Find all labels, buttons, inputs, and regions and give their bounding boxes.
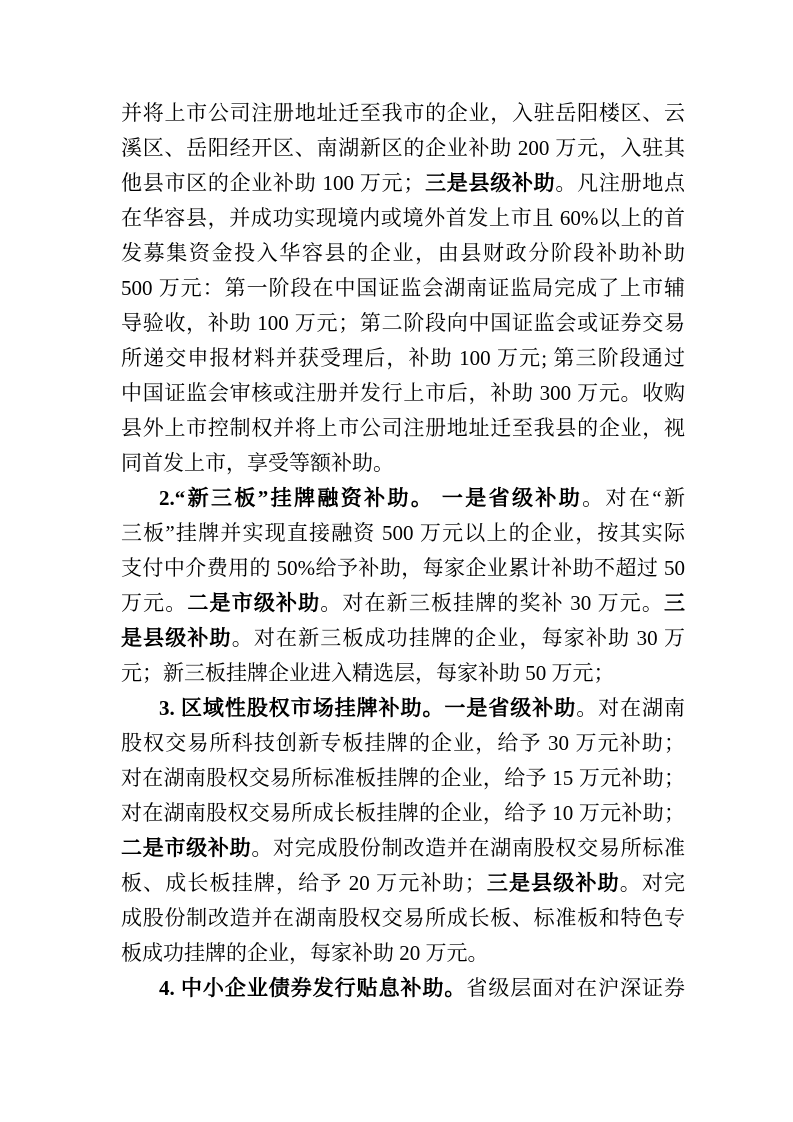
text-line: [121, 761, 685, 796]
text-line: [121, 866, 685, 901]
text-segment: 。对在新三板成功挂牌的企业，每家补助 30 万: [231, 626, 685, 650]
text-line: [121, 271, 685, 306]
text-segment: 。对完成股份制改造并在湖南股权交易所标准: [251, 836, 685, 860]
text-line: [121, 901, 685, 936]
text-segment: 省级层面对在沪深证券: [466, 976, 685, 1000]
text-segment: 板成功挂牌的企业，每家补助 20 万元。: [121, 941, 489, 965]
text-line: [121, 446, 685, 481]
bold-text-segment: 三是县级补助: [424, 171, 556, 195]
text-line: [121, 306, 685, 341]
text-line: [121, 551, 685, 586]
text-line: [121, 831, 685, 866]
text-segment: 在华容县，并成功实现境内或境外首发上市且 60%以上的首: [121, 206, 685, 230]
text-segment: 板、成长板挂牌，给予 20 万元补助；: [121, 871, 486, 895]
text-line: [121, 341, 685, 376]
text-segment: 万元。: [121, 591, 188, 615]
text-line: [121, 936, 685, 971]
bold-text-segment: 三: [664, 591, 685, 615]
text-segment: 。对完: [619, 871, 685, 895]
text-segment: 所递交申报材料并获受理后，补助 100 万元; 第三阶段通过: [121, 346, 685, 370]
text-segment: 三板”挂牌并实现直接融资 500 万元以上的企业，按其实际: [121, 521, 685, 545]
text-segment: 导验收，补助 100 万元；第二阶段向中国证监会或证券交易: [121, 311, 685, 335]
text-segment: 对在湖南股权交易所标准板挂牌的企业，给予 15 万元补助；: [121, 766, 685, 790]
text-segment: 对在湖南股权交易所成长板挂牌的企业，给予 10 万元补助；: [121, 801, 685, 825]
text-segment: 县外上市控制权并将上市公司注册地址迁至我县的企业，视: [121, 416, 685, 440]
text-segment: 股权交易所科技创新专板挂牌的企业，给予 30 万元补助；: [121, 731, 685, 755]
bold-text-segment: 4. 中小企业债券发行贴息补助。: [159, 976, 467, 1000]
text-line: [121, 971, 685, 1006]
text-segment: 。对在“新: [582, 486, 685, 510]
text-line: [121, 376, 685, 411]
text-segment: 。对在新三板挂牌的奖补 30 万元。: [320, 591, 665, 615]
text-segment: 他县市区的企业补助 100 万元；: [121, 171, 425, 195]
text-segment: 发募集资金投入华容县的企业，由县财政分阶段补助补助: [121, 241, 685, 265]
text-line: [121, 516, 685, 551]
bold-text-segment: 三是县级补助: [485, 871, 620, 895]
bold-text-segment: 3. 区域性股权市场挂牌补助。一是省级补助: [159, 696, 577, 720]
text-segment: 。对在湖南: [576, 696, 685, 720]
text-line: [121, 796, 685, 831]
text-line: [121, 201, 685, 236]
bold-text-segment: 是县级补助: [121, 626, 232, 650]
text-line: [121, 166, 685, 201]
text-line: [121, 621, 685, 656]
text-segment: 成股份制改造并在湖南股权交易所成长板、标准板和特色专: [121, 906, 685, 930]
text-segment: 支付中介费用的 50%给予补助，每家企业累计补助不超过 50: [121, 556, 685, 580]
bold-text-segment: 二是市级补助: [187, 591, 321, 615]
text-segment: 中国证监会审核或注册并发行上市后，补助 300 万元。收购: [121, 381, 685, 405]
text-segment: 。凡注册地点: [555, 171, 685, 195]
bold-text-segment: 2.“新三板”挂牌融资补助。 一是省级补助: [159, 486, 583, 510]
text-line: [121, 481, 685, 516]
text-segment: 并将上市公司注册地址迁至我市的企业，入驻岳阳楼区、云: [121, 101, 685, 125]
text-line: [121, 691, 685, 726]
document-body: [121, 96, 685, 1006]
text-segment: 500 万元：第一阶段在中国证监会湖南证监局完成了上市辅: [121, 276, 685, 300]
text-line: [121, 131, 685, 166]
text-line: [121, 236, 685, 271]
text-line: [121, 726, 685, 761]
text-line: [121, 656, 685, 691]
text-segment: 溪区、岳阳经开区、南湖新区的企业补助 200 万元，入驻其: [121, 136, 685, 160]
text-segment: 同首发上市，享受等额补助。: [121, 451, 394, 475]
text-line: [121, 96, 685, 131]
bold-text-segment: 二是市级补助: [121, 836, 252, 860]
text-segment: 元；新三板挂牌企业进入精选层，每家补助 50 万元；: [121, 661, 615, 685]
text-line: [121, 411, 685, 446]
text-line: [121, 586, 685, 621]
